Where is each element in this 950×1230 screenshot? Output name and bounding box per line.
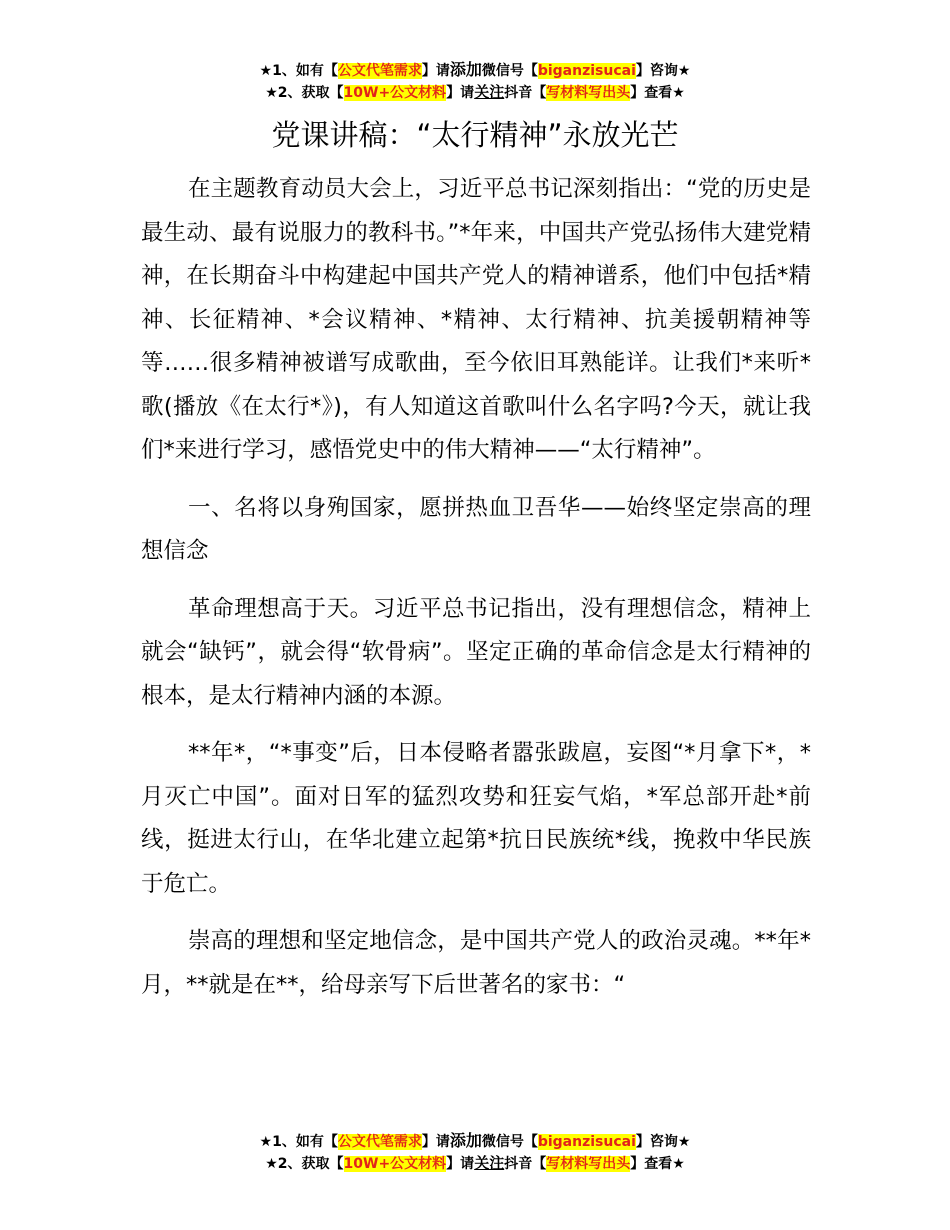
promo-text: 】请 bbox=[421, 63, 450, 79]
promo-line-2 bbox=[0, 1153, 950, 1175]
promo-header bbox=[0, 59, 950, 104]
promo-text: 】请 bbox=[446, 1156, 475, 1172]
star-icon: ★ bbox=[259, 63, 273, 79]
promo-emphasis: 添加 bbox=[449, 1131, 482, 1150]
promo-line-1 bbox=[0, 1130, 950, 1153]
promo-highlight: 10W+公文材料 bbox=[343, 1156, 447, 1172]
promo-wechat-id: biganzisucai bbox=[537, 63, 636, 79]
promo-text: 1、如有【 bbox=[272, 1134, 338, 1150]
promo-emphasis: 添加 bbox=[449, 60, 482, 79]
promo-text: 】请 bbox=[446, 85, 475, 101]
document-title: 党课讲稿：“太行精神”永放光芒 bbox=[271, 118, 679, 152]
paragraph: 崇高的理想和坚定地信念，是中国共产党人的政治灵魂。**年*月，**就是在**，给母亲写下后世著名的家书：“ bbox=[141, 928, 811, 998]
promo-line-1 bbox=[0, 59, 950, 82]
promo-highlight: 10W+公文材料 bbox=[343, 85, 447, 101]
promo-emphasis: 关注 bbox=[474, 1154, 505, 1172]
promo-text: 】咨询★ bbox=[635, 1134, 691, 1150]
promo-text: 】查看★ bbox=[630, 85, 685, 101]
promo-emphasis: 关注 bbox=[474, 83, 505, 101]
promo-text: 】咨询★ bbox=[635, 63, 691, 79]
promo-text: 微信号【 bbox=[481, 1134, 538, 1150]
promo-highlight: 公文代笔需求 bbox=[337, 63, 422, 79]
promo-text: 2、获取【 bbox=[277, 85, 344, 101]
promo-text: 2、获取【 bbox=[277, 1156, 344, 1172]
promo-text: 】查看★ bbox=[630, 1156, 685, 1172]
promo-douyin-id: 写材料写出头 bbox=[546, 1156, 631, 1172]
paragraph: 革命理想高于天。习近平总书记指出，没有理想信念，精神上就会“缺钙”，就会得“软骨病”。坚定正确的革命信念是太行精神的根本，是太行精神内涵的本源。 bbox=[141, 595, 811, 709]
promo-line-2 bbox=[0, 82, 950, 104]
promo-text: 抖音【 bbox=[504, 1156, 547, 1172]
paragraph-intro: 在主题教育动员大会上，习近平总书记深刻指出：“党的历史是最生动、最有说服力的教科书。”*年来，中国共产党弘扬伟大建党精神，在长期奋斗中构建起中国共产党人的精神谱系，他们中包括*精神、长征精神、*会议精神、*精神、太行精神、抗美援朝精神等等……很多精神被谱写成歌曲，至今依旧耳熟能详。让我们*来听*歌(播放《在太行*》)，有人知道这首歌叫什么名字吗?今天，就让我们*来进行学习，感悟党史中的伟大精神——“太行精神”。 bbox=[141, 176, 811, 463]
star-icon: ★ bbox=[259, 1134, 273, 1150]
promo-douyin-id: 写材料写出头 bbox=[546, 85, 631, 101]
document-body bbox=[141, 168, 811, 1021]
promo-text: 1、如有【 bbox=[272, 63, 338, 79]
paragraph: **年*，“*事变”后，日本侵略者嚣张跋扈，妄图“*月拿下*，*月灭亡中国”。面对日军的猛烈攻势和狂妄气焰，*军总部开赴*前线，挺进太行山，在华北建立起第*抗日民族统*线，挽救中华民族于危亡。 bbox=[141, 740, 811, 897]
promo-highlight: 公文代笔需求 bbox=[337, 1134, 422, 1150]
promo-wechat-id: biganzisucai bbox=[537, 1134, 636, 1150]
promo-text: 】请 bbox=[421, 1134, 450, 1150]
section-heading-1: 一、名将以身殉国家，愿拼热血卫吾华——始终坚定崇高的理想信念 bbox=[141, 494, 811, 564]
promo-text: 抖音【 bbox=[504, 85, 547, 101]
promo-footer bbox=[0, 1130, 950, 1175]
star-icon: ★ bbox=[265, 1156, 278, 1172]
star-icon: ★ bbox=[265, 85, 278, 101]
promo-text: 微信号【 bbox=[481, 63, 538, 79]
